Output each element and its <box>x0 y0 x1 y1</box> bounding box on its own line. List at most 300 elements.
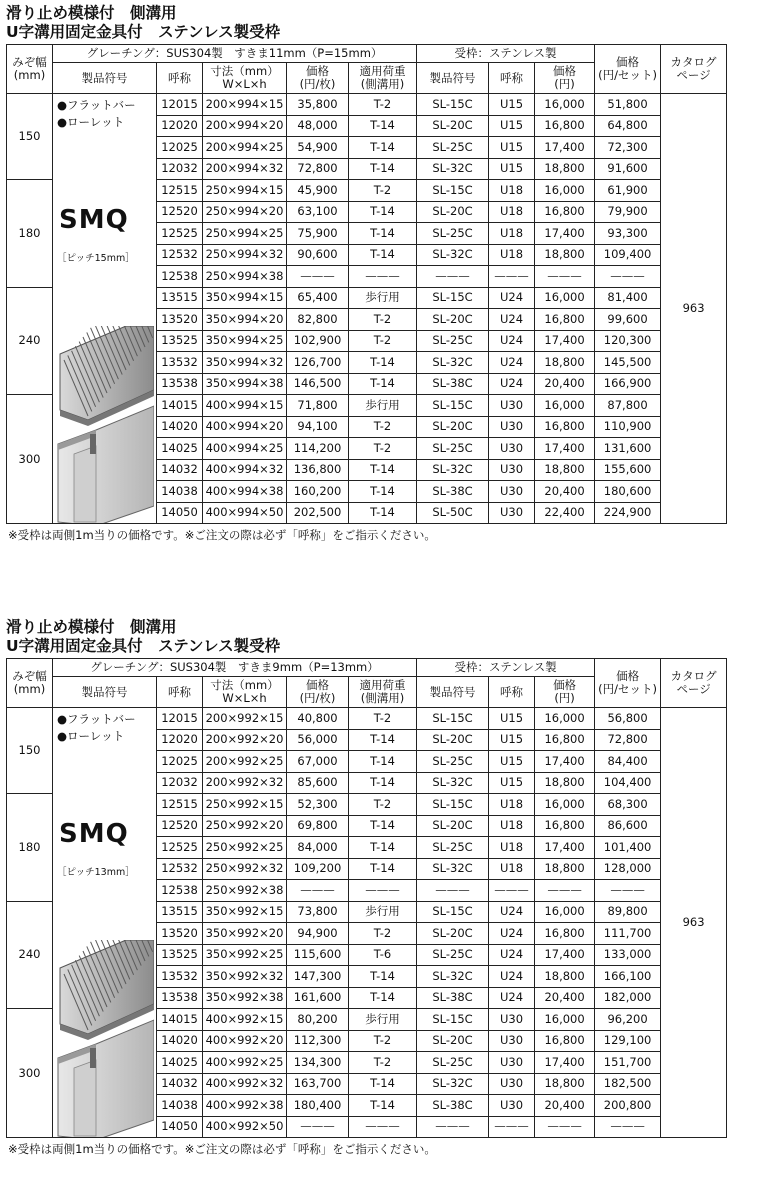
frame-code-cell: SL-15C <box>417 708 489 730</box>
frame-code-cell: SL-15C <box>417 395 489 417</box>
header-catalog-page: カタログ ページ <box>661 659 727 708</box>
dimension-cell: 350×992×38 <box>203 987 287 1009</box>
frame-nominal-cell: U18 <box>489 223 535 245</box>
load-cell: T-14 <box>349 815 417 837</box>
nominal-cell: 12538 <box>157 880 203 902</box>
price-cell: 126,700 <box>287 352 349 374</box>
nominal-cell: 12515 <box>157 180 203 202</box>
load-cell: T-14 <box>349 481 417 503</box>
load-cell: ——— <box>349 266 417 288</box>
nominal-cell: 14032 <box>157 1073 203 1095</box>
frame-nominal-cell: U30 <box>489 1073 535 1095</box>
frame-nominal-cell: ——— <box>489 880 535 902</box>
product-cell <box>53 94 157 524</box>
frame-price-cell: 18,800 <box>535 459 595 481</box>
nominal-cell: 13520 <box>157 309 203 331</box>
frame-price-cell: 16,000 <box>535 1009 595 1031</box>
frame-code-cell: SL-38C <box>417 987 489 1009</box>
load-cell: T-14 <box>349 115 417 137</box>
header-grating-group: グレーチング：SUS304製 すきま11mm（P=15mm） <box>53 45 417 63</box>
frame-nominal-cell: U24 <box>489 330 535 352</box>
load-cell: T-14 <box>349 158 417 180</box>
header-price-each: 価格 (円/枚) <box>287 677 349 708</box>
header-frame-price: 価格 (円) <box>535 677 595 708</box>
header-frame-code: 製品符号 <box>417 63 489 94</box>
frame-nominal-cell: U18 <box>489 794 535 816</box>
width-cell: 300 <box>7 1009 53 1138</box>
frame-code-cell: SL-38C <box>417 1095 489 1117</box>
nominal-cell: 13515 <box>157 901 203 923</box>
price-cell: 45,900 <box>287 180 349 202</box>
frame-code-cell: SL-15C <box>417 94 489 116</box>
set-price-cell: 99,600 <box>595 309 661 331</box>
frame-code-cell: SL-20C <box>417 416 489 438</box>
frame-nominal-cell: U18 <box>489 180 535 202</box>
frame-nominal-cell: U24 <box>489 373 535 395</box>
frame-price-cell: 17,400 <box>535 137 595 159</box>
frame-code-cell: SL-38C <box>417 373 489 395</box>
nominal-cell: 14025 <box>157 1052 203 1074</box>
feature-knurled: ●ローレット <box>57 115 125 129</box>
price-table <box>6 658 727 1138</box>
price-cell: 82,800 <box>287 309 349 331</box>
frame-code-cell: SL-32C <box>417 858 489 880</box>
price-cell: 90,600 <box>287 244 349 266</box>
set-price-cell: 133,000 <box>595 944 661 966</box>
frame-code-cell: SL-25C <box>417 438 489 460</box>
frame-code-cell: SL-15C <box>417 287 489 309</box>
frame-price-cell: 18,800 <box>535 352 595 374</box>
dimension-cell: 250×992×25 <box>203 837 287 859</box>
price-table-section-bottom <box>0 618 780 1157</box>
frame-code-cell: SL-20C <box>417 309 489 331</box>
frame-nominal-cell: U30 <box>489 416 535 438</box>
dimension-cell: 350×994×15 <box>203 287 287 309</box>
frame-code-cell: SL-25C <box>417 1052 489 1074</box>
load-cell: T-14 <box>349 729 417 751</box>
set-price-cell: ——— <box>595 266 661 288</box>
dimension-cell: 350×994×38 <box>203 373 287 395</box>
frame-price-cell: 16,800 <box>535 1030 595 1052</box>
dimension-cell: 400×992×32 <box>203 1073 287 1095</box>
price-cell: 80,200 <box>287 1009 349 1031</box>
set-price-cell: 128,000 <box>595 858 661 880</box>
frame-nominal-cell: U18 <box>489 244 535 266</box>
load-cell: T-2 <box>349 180 417 202</box>
set-price-cell: 96,200 <box>595 1009 661 1031</box>
frame-price-cell: 16,000 <box>535 287 595 309</box>
dimension-cell: 350×992×15 <box>203 901 287 923</box>
dimension-cell: 350×992×20 <box>203 923 287 945</box>
dimension-cell: 250×994×32 <box>203 244 287 266</box>
dimension-cell: 250×992×32 <box>203 858 287 880</box>
catalog-page-cell: 963 <box>661 94 727 524</box>
frame-price-cell: 16,800 <box>535 923 595 945</box>
nominal-cell: 12015 <box>157 708 203 730</box>
frame-nominal-cell: U15 <box>489 772 535 794</box>
nominal-cell: 12032 <box>157 158 203 180</box>
set-price-cell: 182,000 <box>595 987 661 1009</box>
dimension-cell: 400×992×15 <box>203 1009 287 1031</box>
load-cell: T-14 <box>349 966 417 988</box>
load-cell: T-14 <box>349 858 417 880</box>
frame-nominal-cell: U15 <box>489 708 535 730</box>
frame-price-cell: 18,800 <box>535 858 595 880</box>
catalog-page-cell: 963 <box>661 708 727 1138</box>
dimension-cell: 250×994×38 <box>203 266 287 288</box>
dimension-cell: 400×994×50 <box>203 502 287 524</box>
header-frame-group: 受枠：ステンレス製 <box>417 45 595 63</box>
nominal-cell: 12532 <box>157 858 203 880</box>
frame-price-cell: 16,000 <box>535 708 595 730</box>
price-cell: 71,800 <box>287 395 349 417</box>
load-cell: T-14 <box>349 373 417 395</box>
width-cell: 300 <box>7 395 53 524</box>
nominal-cell: 12032 <box>157 772 203 794</box>
frame-price-cell: 17,400 <box>535 223 595 245</box>
price-cell: 94,100 <box>287 416 349 438</box>
nominal-cell: 13538 <box>157 987 203 1009</box>
header-width-mm: みぞ幅 (mm) <box>7 45 53 94</box>
price-cell: 85,600 <box>287 772 349 794</box>
frame-nominal-cell: U24 <box>489 287 535 309</box>
illustration-wrapper <box>56 326 154 524</box>
frame-price-cell: 18,800 <box>535 158 595 180</box>
frame-code-cell: SL-32C <box>417 966 489 988</box>
load-cell: T-14 <box>349 244 417 266</box>
brand-logo: SMQ <box>59 205 129 235</box>
frame-nominal-cell: U18 <box>489 837 535 859</box>
price-cell: 180,400 <box>287 1095 349 1117</box>
load-cell: T-14 <box>349 837 417 859</box>
set-price-cell: 79,900 <box>595 201 661 223</box>
set-price-cell: 101,400 <box>595 837 661 859</box>
nominal-cell: 12525 <box>157 223 203 245</box>
set-price-cell: 166,100 <box>595 966 661 988</box>
set-price-cell: 151,700 <box>595 1052 661 1074</box>
load-cell: T-2 <box>349 309 417 331</box>
nominal-cell: 12015 <box>157 94 203 116</box>
set-price-cell: 89,800 <box>595 901 661 923</box>
grating-product-illustration <box>56 940 154 1138</box>
nominal-cell: 14025 <box>157 438 203 460</box>
price-cell: 72,800 <box>287 158 349 180</box>
frame-price-cell: 17,400 <box>535 1052 595 1074</box>
table-row <box>7 94 727 116</box>
brand-logo: SMQ <box>59 819 129 849</box>
price-cell: 75,900 <box>287 223 349 245</box>
frame-price-cell: 16,800 <box>535 115 595 137</box>
frame-code-cell: SL-32C <box>417 158 489 180</box>
frame-price-cell: 17,400 <box>535 751 595 773</box>
set-price-cell: 84,400 <box>595 751 661 773</box>
nominal-cell: 14032 <box>157 459 203 481</box>
set-price-cell: 109,400 <box>595 244 661 266</box>
feature-flatbar: ●フラットバー <box>57 712 136 726</box>
nominal-cell: 13520 <box>157 923 203 945</box>
set-price-cell: 72,800 <box>595 729 661 751</box>
price-cell: 94,900 <box>287 923 349 945</box>
price-cell: 109,200 <box>287 858 349 880</box>
price-cell: 202,500 <box>287 502 349 524</box>
frame-nominal-cell: U15 <box>489 158 535 180</box>
frame-nominal-cell: U24 <box>489 966 535 988</box>
frame-nominal-cell: U18 <box>489 815 535 837</box>
header-dimension: 寸法（mm） W×L×h <box>203 63 287 94</box>
frame-nominal-cell: U15 <box>489 115 535 137</box>
frame-code-cell: SL-15C <box>417 794 489 816</box>
nominal-cell: 12515 <box>157 794 203 816</box>
frame-nominal-cell: U30 <box>489 395 535 417</box>
frame-code-cell: ——— <box>417 1116 489 1138</box>
load-cell: T-14 <box>349 201 417 223</box>
header-nominal: 呼称 <box>157 63 203 94</box>
nominal-cell: 12020 <box>157 115 203 137</box>
width-cell: 150 <box>7 94 53 180</box>
nominal-cell: 12520 <box>157 201 203 223</box>
nominal-cell: 13515 <box>157 287 203 309</box>
nominal-cell: 14038 <box>157 481 203 503</box>
dimension-cell: 200×992×25 <box>203 751 287 773</box>
grating-product-illustration <box>56 326 154 524</box>
load-cell: T-2 <box>349 330 417 352</box>
dimension-cell: 400×994×25 <box>203 438 287 460</box>
header-set-price: 価格 (円/セット) <box>595 45 661 94</box>
width-cell: 240 <box>7 901 53 1009</box>
nominal-cell: 14020 <box>157 1030 203 1052</box>
set-price-cell: 86,600 <box>595 815 661 837</box>
frame-code-cell: ——— <box>417 880 489 902</box>
load-cell: T-14 <box>349 502 417 524</box>
price-cell: 102,900 <box>287 330 349 352</box>
footnote: ※受枠は両側1m当りの価格です。※ご注文の際は必ず「呼称」をご指示ください。 <box>8 528 436 542</box>
frame-nominal-cell: U24 <box>489 352 535 374</box>
frame-nominal-cell: U24 <box>489 309 535 331</box>
dimension-cell: 250×994×15 <box>203 180 287 202</box>
price-table-section-top <box>0 4 780 543</box>
dimension-cell: 250×992×38 <box>203 880 287 902</box>
frame-price-cell: 18,800 <box>535 244 595 266</box>
price-cell: 63,100 <box>287 201 349 223</box>
price-table <box>6 44 727 524</box>
footnote: ※受枠は両側1m当りの価格です。※ご注文の際は必ず「呼称」をご指示ください。 <box>8 1142 436 1156</box>
price-cell: 161,600 <box>287 987 349 1009</box>
frame-nominal-cell: U15 <box>489 751 535 773</box>
nominal-cell: 12525 <box>157 837 203 859</box>
frame-code-cell: SL-15C <box>417 1009 489 1031</box>
frame-price-cell: 16,800 <box>535 201 595 223</box>
frame-price-cell: 17,400 <box>535 837 595 859</box>
set-price-cell: 72,300 <box>595 137 661 159</box>
dimension-cell: 400×992×20 <box>203 1030 287 1052</box>
frame-price-cell: 17,400 <box>535 330 595 352</box>
nominal-cell: 13532 <box>157 966 203 988</box>
load-cell: T-14 <box>349 1095 417 1117</box>
load-cell: T-14 <box>349 751 417 773</box>
frame-price-cell: 22,400 <box>535 502 595 524</box>
dimension-cell: 400×992×25 <box>203 1052 287 1074</box>
frame-nominal-cell: U30 <box>489 1009 535 1031</box>
frame-code-cell: SL-25C <box>417 330 489 352</box>
header-product-code: 製品符号 <box>53 63 157 94</box>
frame-price-cell: 17,400 <box>535 944 595 966</box>
feature-knurled: ●ローレット <box>57 729 125 743</box>
frame-price-cell: 16,800 <box>535 815 595 837</box>
width-cell: 180 <box>7 180 53 288</box>
frame-price-cell: 20,400 <box>535 1095 595 1117</box>
header-grating-group: グレーチング：SUS304製 すきま9mm（P=13mm） <box>53 659 417 677</box>
header-load: 適用荷重 (側溝用) <box>349 63 417 94</box>
header-catalog-page: カタログ ページ <box>661 45 727 94</box>
dimension-cell: 400×992×38 <box>203 1095 287 1117</box>
frame-price-cell: ——— <box>535 880 595 902</box>
price-cell: 146,500 <box>287 373 349 395</box>
header-frame-nominal: 呼称 <box>489 63 535 94</box>
frame-price-cell: 18,800 <box>535 966 595 988</box>
price-cell: 112,300 <box>287 1030 349 1052</box>
price-cell: 114,200 <box>287 438 349 460</box>
load-cell: T-14 <box>349 223 417 245</box>
price-cell: ——— <box>287 880 349 902</box>
nominal-cell: 13525 <box>157 944 203 966</box>
illustration-wrapper <box>56 940 154 1138</box>
frame-nominal-cell: U24 <box>489 987 535 1009</box>
nominal-cell: 12025 <box>157 137 203 159</box>
frame-nominal-cell: ——— <box>489 266 535 288</box>
set-price-cell: 166,900 <box>595 373 661 395</box>
set-price-cell: 91,600 <box>595 158 661 180</box>
price-cell: ——— <box>287 1116 349 1138</box>
load-cell: T-14 <box>349 1073 417 1095</box>
dimension-cell: 250×994×20 <box>203 201 287 223</box>
header-product-code: 製品符号 <box>53 677 157 708</box>
table-row <box>7 708 727 730</box>
header-frame-group: 受枠：ステンレス製 <box>417 659 595 677</box>
nominal-cell: 14020 <box>157 416 203 438</box>
set-price-cell: 129,100 <box>595 1030 661 1052</box>
set-price-cell: 182,500 <box>595 1073 661 1095</box>
width-cell: 150 <box>7 708 53 794</box>
header-width-mm: みぞ幅 (mm) <box>7 659 53 708</box>
load-cell: 歩行用 <box>349 901 417 923</box>
load-cell: T-2 <box>349 923 417 945</box>
frame-nominal-cell: U15 <box>489 94 535 116</box>
set-price-cell: 155,600 <box>595 459 661 481</box>
price-cell: 163,700 <box>287 1073 349 1095</box>
frame-price-cell: 17,400 <box>535 438 595 460</box>
price-cell: 136,800 <box>287 459 349 481</box>
load-cell: T-2 <box>349 416 417 438</box>
set-price-cell: ——— <box>595 1116 661 1138</box>
frame-nominal-cell: U24 <box>489 901 535 923</box>
nominal-cell: 12538 <box>157 266 203 288</box>
nominal-cell: 14015 <box>157 1009 203 1031</box>
frame-price-cell: 18,800 <box>535 772 595 794</box>
price-cell: 56,000 <box>287 729 349 751</box>
pitch-note: ［ピッチ13mm］ <box>57 867 135 878</box>
frame-code-cell: SL-15C <box>417 901 489 923</box>
header-frame-price: 価格 (円) <box>535 63 595 94</box>
load-cell: 歩行用 <box>349 287 417 309</box>
dimension-cell: 350×992×32 <box>203 966 287 988</box>
set-price-cell: 145,500 <box>595 352 661 374</box>
header-frame-nominal: 呼称 <box>489 677 535 708</box>
set-price-cell: 104,400 <box>595 772 661 794</box>
nominal-cell: 14038 <box>157 1095 203 1117</box>
set-price-cell: 81,400 <box>595 287 661 309</box>
frame-price-cell: ——— <box>535 266 595 288</box>
frame-nominal-cell: U24 <box>489 944 535 966</box>
header-frame-code: 製品符号 <box>417 677 489 708</box>
frame-nominal-cell: U15 <box>489 729 535 751</box>
dimension-cell: 400×994×32 <box>203 459 287 481</box>
frame-price-cell: 16,000 <box>535 794 595 816</box>
header-nominal: 呼称 <box>157 677 203 708</box>
dimension-cell: 400×994×38 <box>203 481 287 503</box>
set-price-cell: ——— <box>595 880 661 902</box>
frame-code-cell: SL-15C <box>417 180 489 202</box>
frame-price-cell: 16,800 <box>535 416 595 438</box>
load-cell: T-2 <box>349 438 417 460</box>
frame-price-cell: 16,800 <box>535 729 595 751</box>
dimension-cell: 400×994×20 <box>203 416 287 438</box>
frame-nominal-cell: U30 <box>489 1052 535 1074</box>
load-cell: T-14 <box>349 772 417 794</box>
section-title-line2: U字溝用固定金具付 ステンレス製受枠 <box>6 23 281 41</box>
set-price-cell: 131,600 <box>595 438 661 460</box>
frame-price-cell: ——— <box>535 1116 595 1138</box>
dimension-cell: 200×992×15 <box>203 708 287 730</box>
set-price-cell: 56,800 <box>595 708 661 730</box>
frame-code-cell: SL-20C <box>417 1030 489 1052</box>
feature-flatbar: ●フラットバー <box>57 98 136 112</box>
load-cell: ——— <box>349 880 417 902</box>
set-price-cell: 224,900 <box>595 502 661 524</box>
load-cell: 歩行用 <box>349 395 417 417</box>
dimension-cell: 250×992×15 <box>203 794 287 816</box>
load-cell: T-14 <box>349 352 417 374</box>
frame-nominal-cell: U30 <box>489 438 535 460</box>
dimension-cell: 350×994×20 <box>203 309 287 331</box>
set-price-cell: 93,300 <box>595 223 661 245</box>
frame-code-cell: SL-32C <box>417 244 489 266</box>
frame-price-cell: 16,000 <box>535 180 595 202</box>
price-cell: 69,800 <box>287 815 349 837</box>
price-cell: ——— <box>287 266 349 288</box>
frame-price-cell: 20,400 <box>535 481 595 503</box>
frame-code-cell: SL-32C <box>417 459 489 481</box>
nominal-cell: 14015 <box>157 395 203 417</box>
dimension-cell: 400×992×50 <box>203 1116 287 1138</box>
frame-code-cell: SL-25C <box>417 137 489 159</box>
dimension-cell: 350×992×25 <box>203 944 287 966</box>
load-cell: T-2 <box>349 794 417 816</box>
load-cell: T-6 <box>349 944 417 966</box>
set-price-cell: 111,700 <box>595 923 661 945</box>
price-cell: 54,900 <box>287 137 349 159</box>
frame-price-cell: 16,000 <box>535 94 595 116</box>
frame-nominal-cell: U30 <box>489 459 535 481</box>
price-cell: 52,300 <box>287 794 349 816</box>
frame-nominal-cell: U18 <box>489 201 535 223</box>
load-cell: T-2 <box>349 94 417 116</box>
load-cell: T-2 <box>349 1052 417 1074</box>
dimension-cell: 250×994×25 <box>203 223 287 245</box>
width-cell: 240 <box>7 287 53 395</box>
frame-price-cell: 16,000 <box>535 901 595 923</box>
frame-code-cell: SL-38C <box>417 481 489 503</box>
set-price-cell: 51,800 <box>595 94 661 116</box>
